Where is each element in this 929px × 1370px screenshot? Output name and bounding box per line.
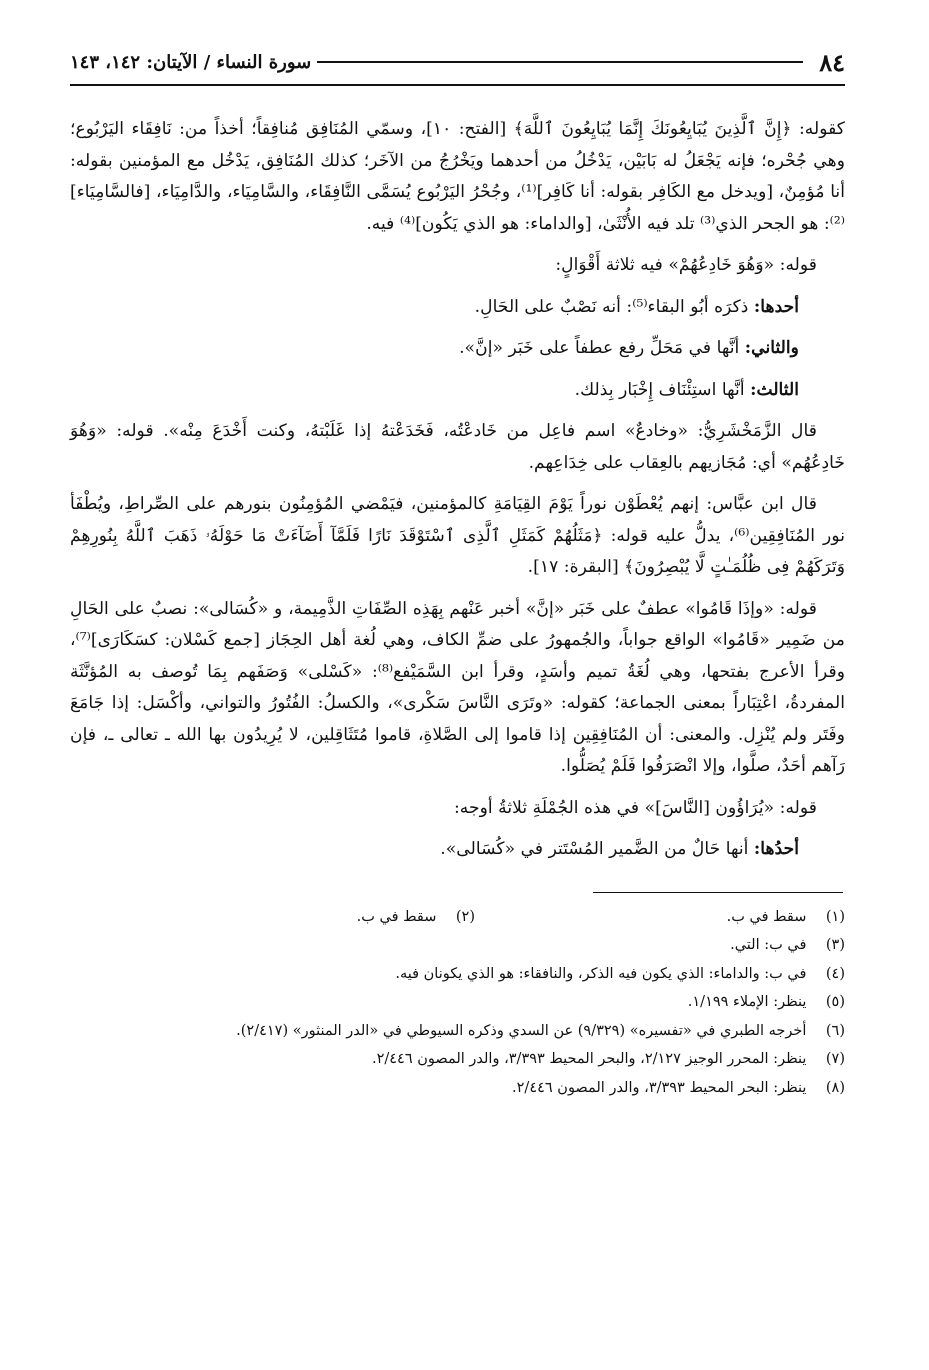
paragraph: قوله: «وَهُوَ خَادِعُهُمْ» فيه ثلاثة أَقْوَالٍ: xyxy=(555,255,817,275)
footnote-text: في ب: التي. xyxy=(730,937,807,954)
footnote-number: (٣) xyxy=(825,937,845,954)
main-text xyxy=(70,114,845,866)
footnote-row xyxy=(70,903,845,932)
footnote-row xyxy=(70,988,845,1017)
footnote xyxy=(688,988,845,1017)
footnote-text: سقط في ب. xyxy=(356,908,437,925)
opinion-text: ذكرَه أبُو البقاء⁽⁵⁾: أنه نَصْبٌ على الحَالِ. xyxy=(474,296,749,317)
footnote-number: (٦) xyxy=(825,1022,845,1039)
footnote-number: (٤) xyxy=(825,965,845,982)
page-number: ٨٤ xyxy=(819,47,845,77)
opinion-label: والثاني: xyxy=(744,338,799,358)
opinion-item xyxy=(70,333,845,365)
running-header xyxy=(70,40,845,86)
footnote-text: ينظر: الإملاء ١/١٩٩. xyxy=(687,994,807,1011)
footnote xyxy=(357,903,475,932)
footnote xyxy=(475,903,845,932)
footnotes xyxy=(70,903,845,1103)
opinion-label: أحدُها: xyxy=(753,839,799,859)
footnote-number: (٧) xyxy=(825,1051,845,1068)
footnote xyxy=(512,1074,845,1103)
paragraph: قوله: «يُرَاؤُون [النَّاسَ]» في هذه الجُمْلَةِ ثلاثةُ أوجه: xyxy=(453,797,817,818)
footnote xyxy=(730,931,845,960)
footnote-row xyxy=(70,1045,845,1074)
paragraph: كقوله: ﴿إِنَّ ٱلَّذِينَ يُبَايِعُونَكَ إِنَّمَا يُبَايِعُونَ ٱللَّهَ﴾ [الفتح: ١٠]، وسمّي المُنَافِق مُنافِقاً؛ أخذاً من: نَافِقَاء اليَرْبُوع؛ وهي جُحْره؛ فإنه يَجْعَلُ له بَابَيْن، يَدْخُلُ من أحدهما ويَخْرُجُ من الآخَر؛ كذلك المُنَافِق، يَدْخُل مع المؤمنين بقوله: أنا مُؤمِنٌ، [ويدخل مع الكَافِر بقوله: أنا كَافِر]⁽¹⁾، وجُحْرُ اليَرْبُوع يُسَمَّى النَّافِقَاء، والسَّامِيَاء، والدَّامِيَاء، [فالسَّامِيَاء]⁽²⁾: هو الجحر الذي⁽³⁾ تلد فيه الأُنْثَىٰ، [والداماء: هو الذي يَكُون]⁽⁴⁾ فيه. xyxy=(70,119,845,234)
footnote-row xyxy=(70,1017,845,1046)
footnote xyxy=(372,1045,845,1074)
footnote-number: (١) xyxy=(825,908,845,925)
footnote xyxy=(395,960,845,989)
paragraph: قوله: «وإذَا قَامُوا» عطفٌ على خَبَر «إنَّ» أخبر عَنْهم بِهَذِه الصِّفَاتِ الذَّمِيمة، و «كُسَالى»: نصبٌ على الحَالِ من ضَمِير «قَامُوا» الواقع جواباً، والجُمهورُ على ضمِّ الكاف، وهي لُغة أهل الحِجَاز [جمع كَسْلان: كسَكَارَى]⁽⁷⁾، وقرأ الأعرج بفتحها، وهي لُغَةُ تميم وأسَدٍ، وقرأ ابن السَّمَيْفع⁽⁸⁾: «كَسْلى» وَصَفَهم بِمَا تُوصف به المُؤنَّثَة المفردةُ، اعْتِبَاراً بمعنى الجماعة؛ كقوله: «وتَرَى النَّاسَ سَكْرى»، والكسلُ: الفُتُورُ والتواني، وأكْسَل: إذا جَامَعَ وفَتَر ولم يُنْزِل. والمعنى: أن المُنَافِقِين إذا قاموا إلى الصَّلاةِ، قاموا مُتَثَاقِلين، لا يُرِيدُون بها الله ـ تعالى ـ، فإن رَآهم أحَدٌ، صلَّوا، وإلا انْصَرَفُوا فَلَمْ يُصَلُّوا. xyxy=(70,598,845,776)
footnote-text: في ب: والداماء: الذي يكون فيه الذكر، والنافقاء: هو الذي يكونان فيه. xyxy=(395,965,807,982)
opinion-text: أنَّها في مَحَلِّ رفع عطفاً على خَبَر «إنَّ». xyxy=(459,338,740,358)
footnote-text: ينظر: البحر المحيط ٣/٣٩٣، والدر المصون ٢/٤٤٦. xyxy=(512,1080,807,1097)
footnote-separator xyxy=(593,892,843,893)
footnote-text: ينظر: المحرر الوجيز ٢/١٢٧، والبحر المحيط ٣/٣٩٣، والدر المصون ٢/٤٤٦. xyxy=(371,1051,807,1068)
footnote-number: (٨) xyxy=(825,1080,845,1097)
footnote xyxy=(236,1017,845,1046)
paragraph: قال ابن عبَّاس: إنهم يُعْطَوْن نوراً يَوْمَ القِيَامَةِ كالمؤمنين، فيَمْضي المُؤمِنُون بنورهم على الصِّراطِ، ويُطْفَأ نور المُنَافِقِين⁽⁶⁾، يدلُّ عليه قوله: ﴿مَثَلُهُمْ كَمَثَلِ ٱلَّذِى ٱسْتَوْقَدَ نَارًا فَلَمَّآ أَضَآءَتْ مَا حَوْلَهُۥ ذَهَبَ ٱللَّهُ بِنُورِهِمْ وَتَرَكَهُمْ فِى ظُلُمَـٰتٍ لَّا يُبْصِرُونَ﴾ [البقرة: ١٧]. xyxy=(70,494,846,577)
opinion-text: أنَّها استِئْنَاف إِخْبَار بِذلك. xyxy=(574,379,745,400)
footnote-text: سقط في ب. xyxy=(726,908,807,925)
footnote-number: (٥) xyxy=(825,994,845,1011)
footnote-row xyxy=(70,931,845,960)
opinion-text: أنها حَالٌ من الضَّمير المُسْتَتر في «كُسَالى». xyxy=(440,839,749,859)
footnote-row xyxy=(70,1074,845,1103)
header-title: سورة النساء / الآيتان: ١٤٢، ١٤٣ xyxy=(70,51,312,73)
footnote-number: (٢) xyxy=(455,908,475,925)
opinion-item xyxy=(70,292,845,324)
header-rule xyxy=(317,61,803,63)
page xyxy=(70,40,845,1340)
footnote-text: أخرجه الطبري في «تفسيره» (٩/٣٢٩) عن السدي وذكره السيوطي في «الدر المنثور» (٢/٤١٧). xyxy=(236,1022,807,1039)
paragraph: قال الزَّمَخْشَرِيُّ: «وخادعٌ» اسم فاعِل من خَادعْتُه، فَخَدَعْتهُ إذا غَلَبْتهُ، وكنت أَخْدَعَ مِنْه». قوله: «وَهُوَ خَادِعُهُم» أي: مُجَازيهم بالعِقاب على خِدَاعِهم. xyxy=(70,421,845,473)
opinion-label: أحدها: xyxy=(753,296,799,317)
opinion-item xyxy=(70,834,845,866)
opinion-item xyxy=(70,375,845,407)
footnote-row xyxy=(70,960,845,989)
opinion-label: الثالث: xyxy=(750,379,799,400)
